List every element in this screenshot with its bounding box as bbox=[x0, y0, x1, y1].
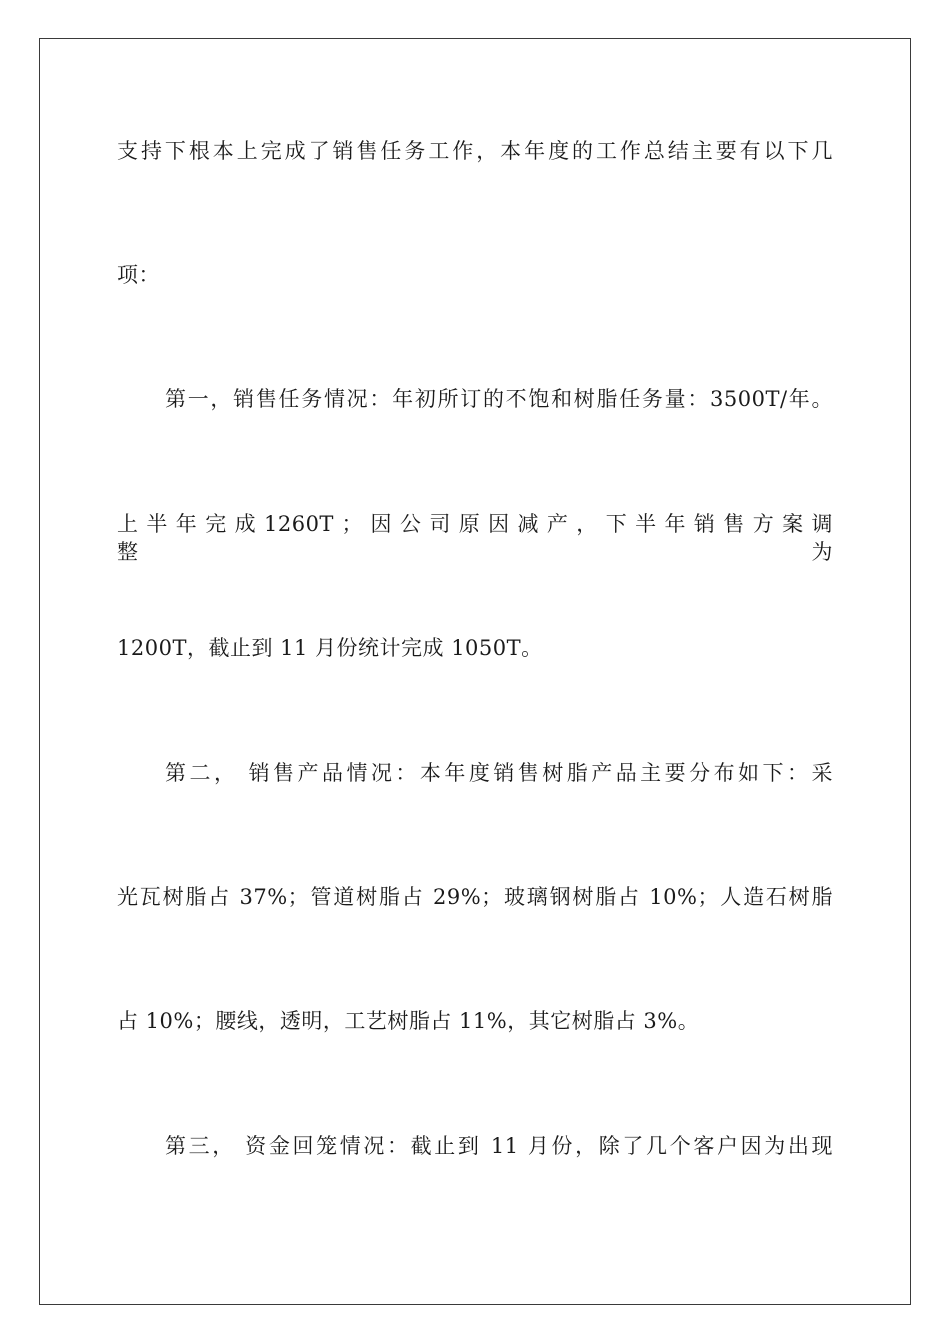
text-line-8: 占 10%；腰线，透明，工艺树脂占 11%，其它树脂占 3%。 bbox=[117, 1009, 700, 1033]
text-line-6: 第二， 销售产品情况：本年度销售树脂产品主要分布如下：采 bbox=[165, 761, 833, 785]
text-line-2: 项： bbox=[117, 263, 160, 287]
text-line-4: 上 半 年 完 成 1260T ； 因 公 司 原 因 减 产 ， 下 半 年 销 售 方 案 调 整 为 bbox=[117, 512, 833, 564]
text-line-5: 1200T，截止到 11 月份统计完成 1050T。 bbox=[117, 636, 543, 660]
text-line-9: 第三， 资金回笼情况：截止到 11 月份，除了几个客户因为出现 bbox=[165, 1134, 833, 1158]
page-border bbox=[39, 38, 911, 1305]
text-line-7: 光瓦树脂占 37%；管道树脂占 29%；玻璃钢树脂占 10%；人造石树脂 bbox=[117, 885, 833, 909]
text-line-3: 第一，销售任务情况：年初所订的不饱和树脂任务量：3500T/年。 bbox=[165, 387, 833, 411]
text-line-1: 支持下根本上完成了销售任务工作，本年度的工作总结主要有以下几 bbox=[117, 139, 833, 163]
